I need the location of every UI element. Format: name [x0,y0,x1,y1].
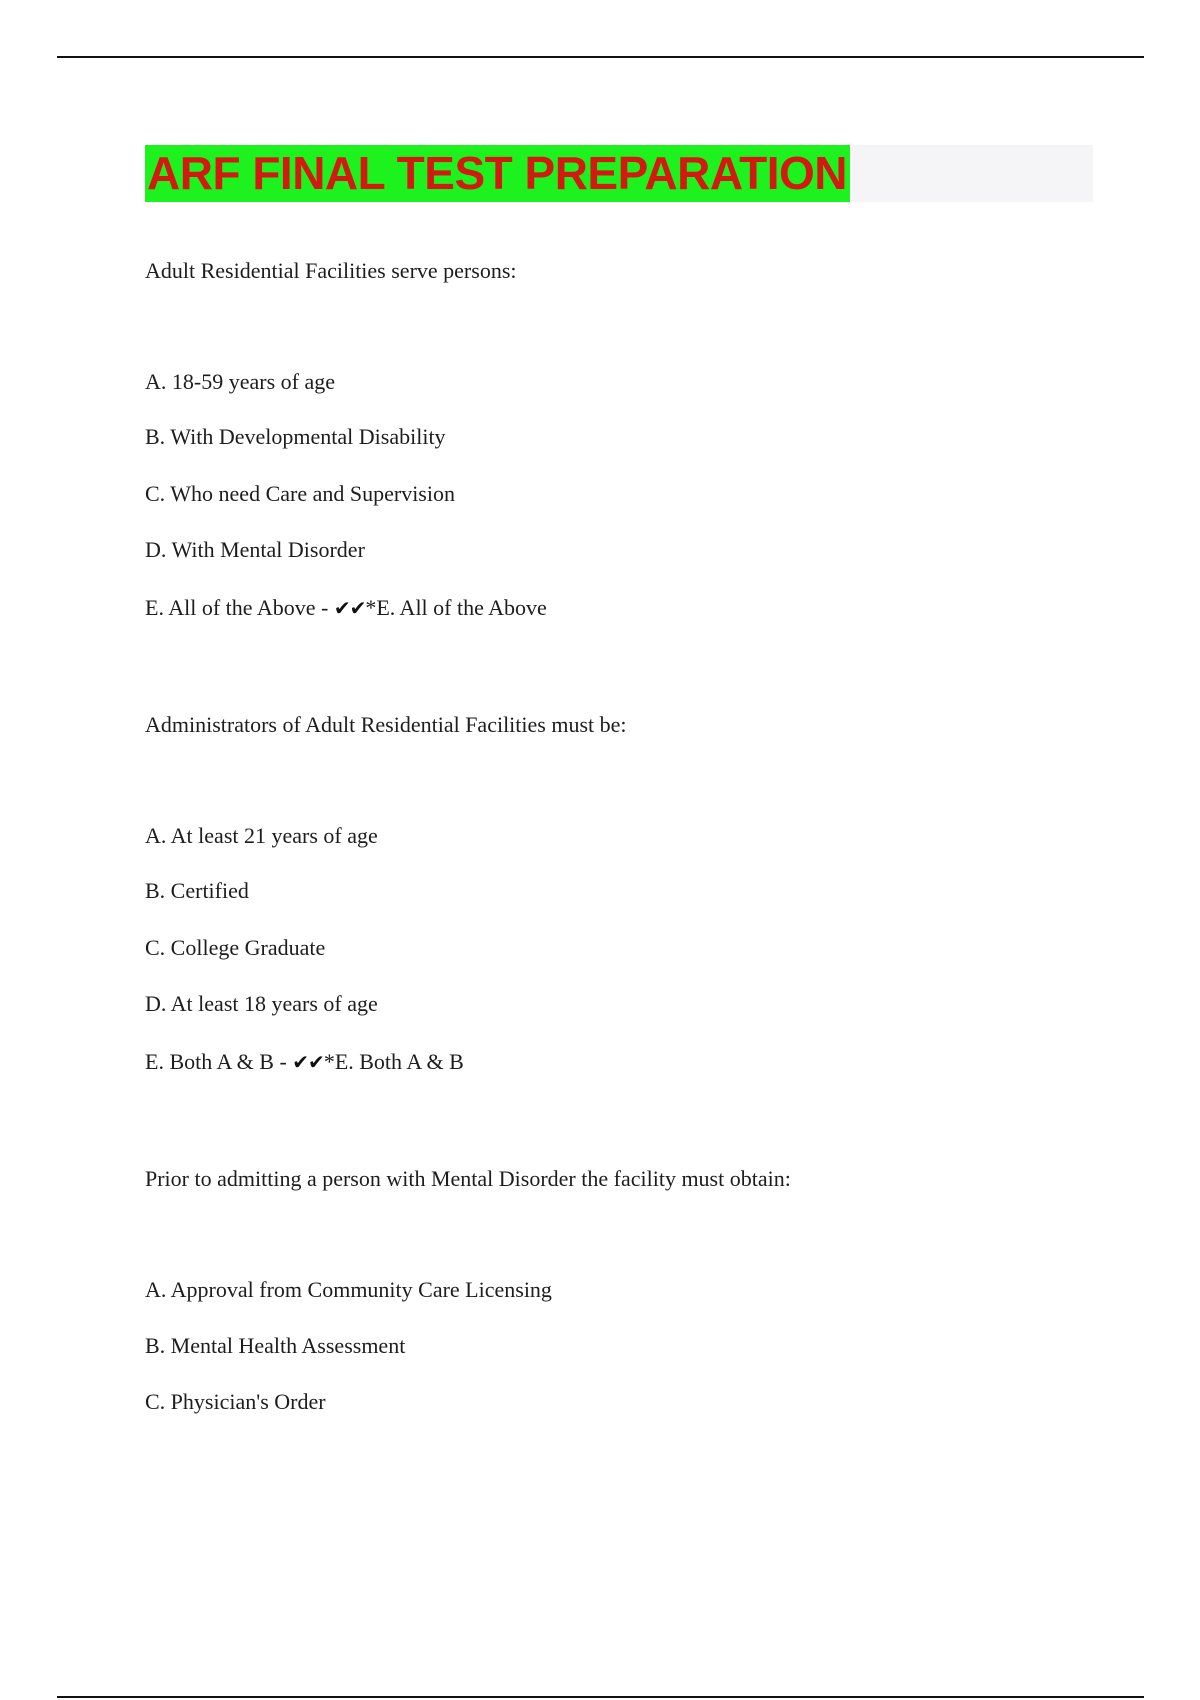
check-mark-icon: ✔✔ [333,596,366,620]
question-3-prompt: Prior to admitting a person with Mental Disorder the facility must obtain: [145,1166,791,1191]
question-1-option-d: D. With Mental Disorder [145,537,365,562]
question-2-option-e-text: E. Both A & B - [145,1049,293,1074]
question-1-option-e [145,594,547,622]
question-2-option-c: C. College Graduate [145,935,326,960]
question-1-option-a: A. 18-59 years of age [145,369,335,394]
question-2-prompt: Administrators of Adult Residential Facilities must be: [145,712,627,737]
question-2-answer: *E. Both A & B [323,1049,464,1074]
question-1-option-b: B. With Developmental Disability [145,424,446,449]
question-2-option-e [145,1048,464,1076]
title-bar [145,145,1093,202]
question-3-option-a: A. Approval from Community Care Licensing [145,1277,552,1302]
page-title: ARF FINAL TEST PREPARATION [145,145,850,202]
check-mark-icon: ✔✔ [292,1050,324,1074]
question-1-option-c: C. Who need Care and Supervision [145,481,455,506]
question-2-option-b: B. Certified [145,878,249,903]
question-2-option-a: A. At least 21 years of age [145,823,378,848]
question-2-option-d: D. At least 18 years of age [145,991,378,1016]
bottom-rule [57,1696,1144,1698]
question-1-answer: *E. All of the Above [365,595,547,620]
question-3-option-b: B. Mental Health Assessment [145,1333,406,1358]
question-3-option-c: C. Physician's Order [145,1389,326,1414]
question-1-option-e-text: E. All of the Above - [145,595,334,620]
question-1-prompt: Adult Residential Facilities serve persons: [145,258,517,283]
top-rule [57,56,1144,58]
